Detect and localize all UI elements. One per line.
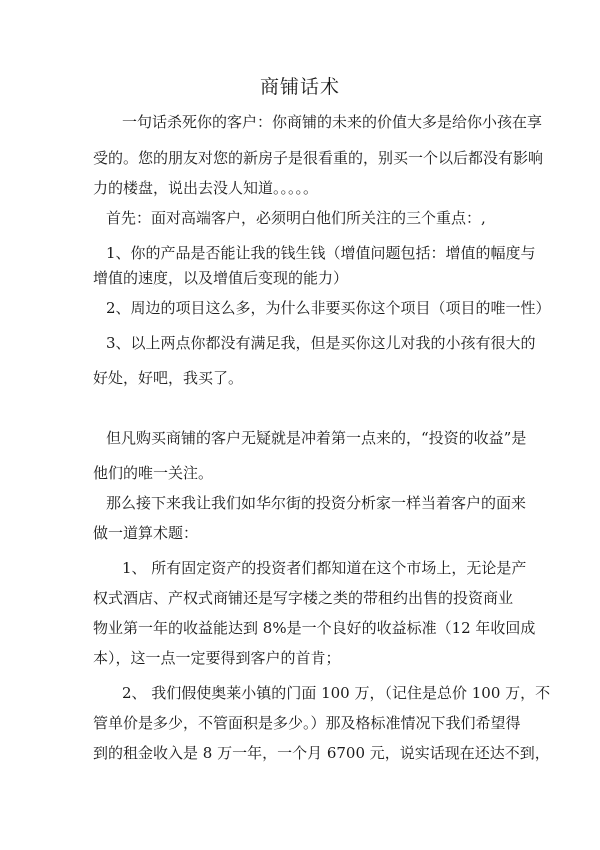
list-item-line: 物业第一年的收益能达到 8%是一个良好的收益标准（12 年收回成 — [93, 619, 536, 637]
list-item-line: 3、以上两点你都没有满足我，但是买你这儿对我的小孩有很大的 — [106, 334, 536, 352]
list-item-line: 2、 我们假使奥莱小镇的门面 100 万，（记住是总价 100 万，不 — [122, 684, 551, 702]
paragraph-line: 首先：面对高端客户，必须明白他们所关注的三个重点：, — [106, 209, 486, 227]
document-title: 商铺话术 — [259, 76, 340, 98]
list-item-line: 权式酒店、产权式商铺还是写字楼之类的带租约出售的投资商业 — [93, 589, 514, 607]
list-item-line: 1、你的产品是否能让我的钱生钱（增值问题包括：增值的幅度与 — [106, 244, 536, 262]
list-item-line: 到的租金收入是 8 万一年，一个月 6700 元，说实话现在还达不到， — [93, 744, 550, 762]
list-item-line: 1、 所有固定资产的投资者们都知道在这个市场上，无论是产 — [122, 559, 527, 577]
list-item-line: 本），这一点一定要得到客户的首肯； — [93, 649, 341, 667]
paragraph-line: 一句话杀死你的客户：你商铺的未来的价值大多是给你小孩在享 — [122, 113, 543, 131]
paragraph-line: 受的。您的朋友对您的新房子是很看重的，别买一个以后都没有影响 — [93, 149, 544, 167]
list-item-line: 管单价是多少，不管面积是多少。）那及格标准情况下我们希望得 — [93, 714, 521, 732]
paragraph-line: 力的楼盘，说出去没人知道。。。。。 — [93, 179, 319, 197]
list-item-line: 好处，好吧，我买了。 — [93, 369, 244, 387]
paragraph-line: 那么接下来我让我们如华尔街的投资分析家一样当着客户的面来 — [106, 494, 527, 512]
list-item-line: 增值的速度，以及增值后变现的能力） — [93, 269, 349, 287]
paragraph-line: 他们的唯一关注。 — [93, 464, 214, 482]
list-item-line: 2、周边的项目这么多，为什么非要买你这个项目（项目的唯一性） — [106, 299, 551, 317]
paragraph-line: 做一道算术题： — [93, 524, 199, 542]
paragraph-line: 但凡购买商铺的客户无疑就是冲着第一点来的，“投资的收益”是 — [106, 429, 527, 447]
